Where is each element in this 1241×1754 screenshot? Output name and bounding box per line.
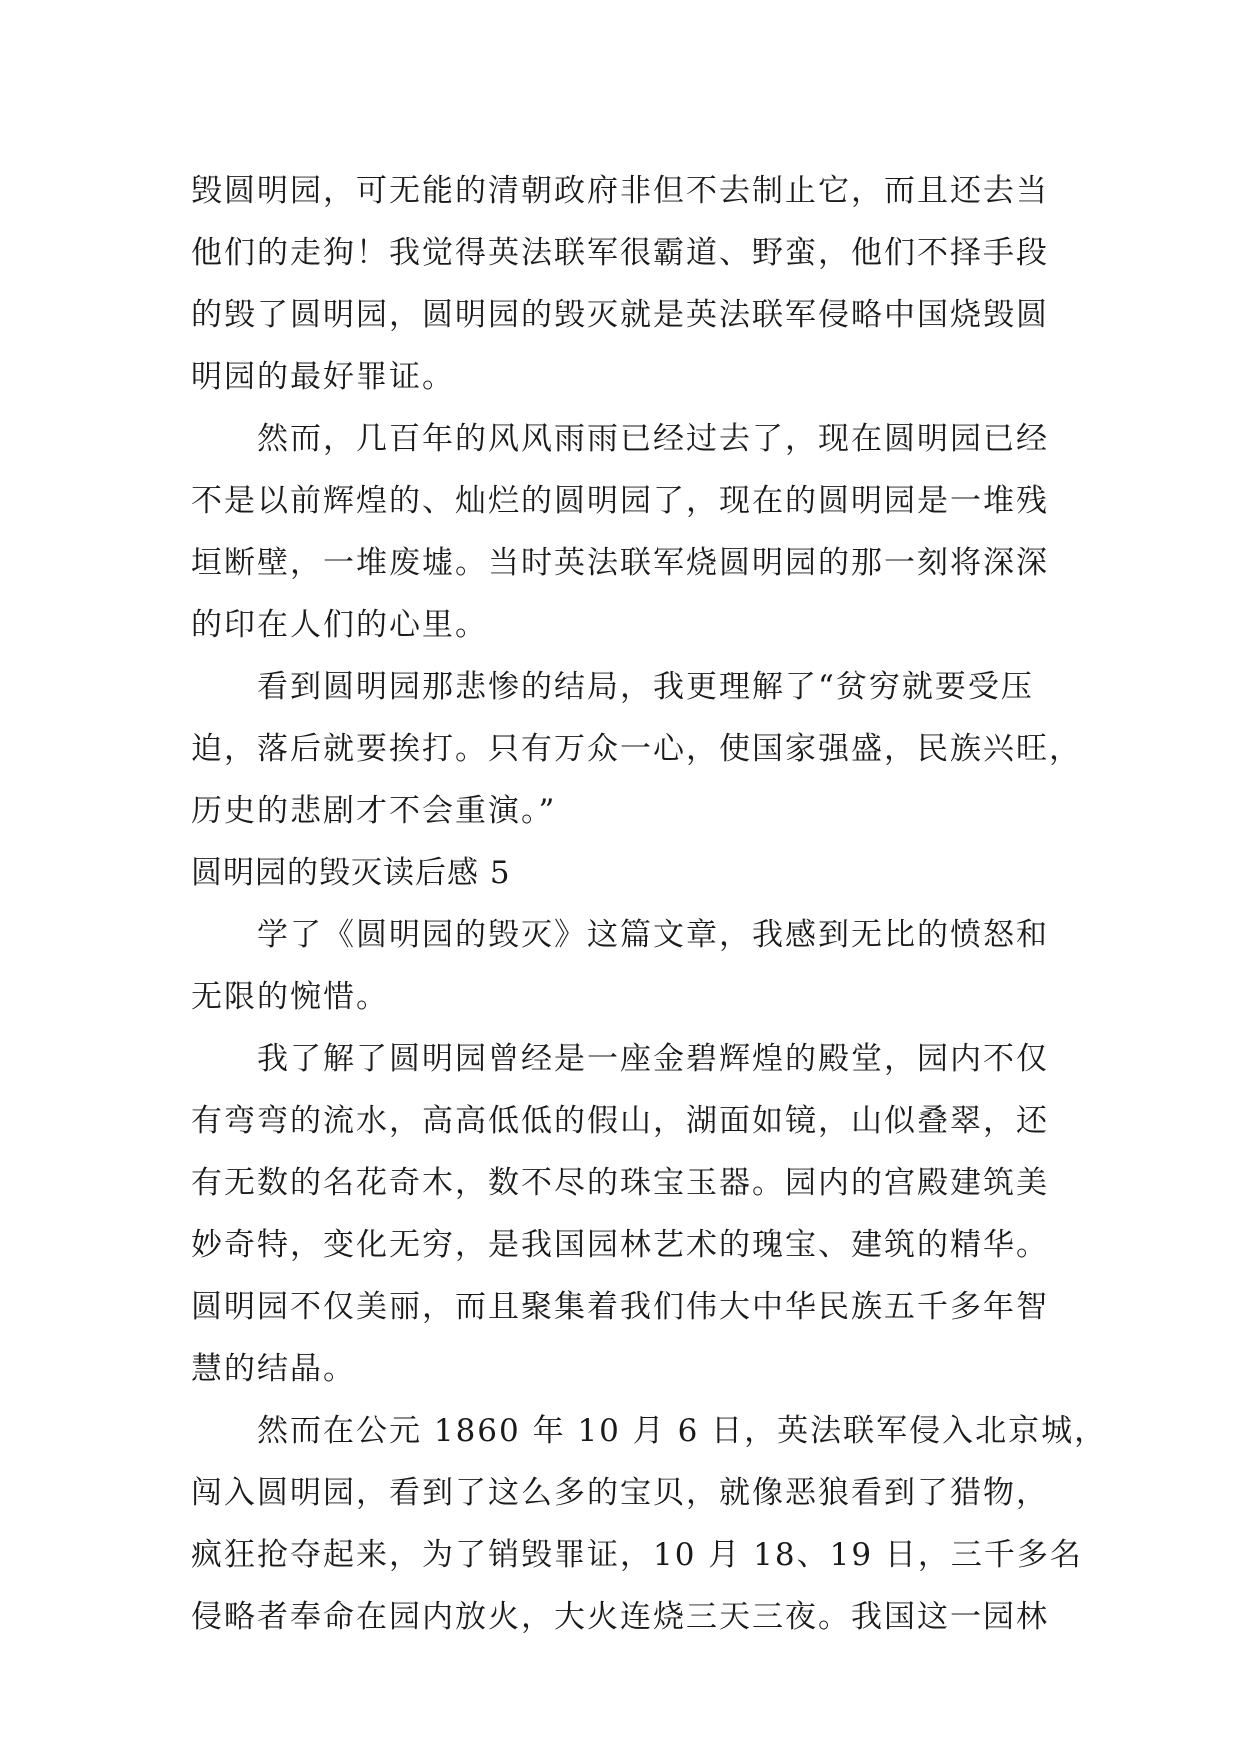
text-line: 妙奇特，变化无穷，是我国园林艺术的瑰宝、建筑的精华。 [191, 1227, 1049, 1263]
text-line: 圆明园不仅美丽，而且聚集着我们伟大中华民族五千多年智 [191, 1289, 1049, 1325]
text-line: 不是以前辉煌的、灿烂的圆明园了，现在的圆明园是一堆残 [191, 483, 1049, 519]
text-line: 的毁了圆明园，圆明园的毁灭就是英法联军侵略中国烧毁圆 [191, 297, 1049, 333]
text-line: 毁圆明园，可无能的清朝政府非但不去制止它，而且还去当 [191, 173, 1049, 209]
text-line: 的印在人们的心里。 [191, 607, 488, 643]
text-line: 有弯弯的流水，高高低低的假山，湖面如镜，山似叠翠，还 [191, 1103, 1049, 1139]
text-line: 疯狂抢夺起来，为了销毁罪证，10 月 18、19 日，三千多名 [191, 1537, 1083, 1573]
paragraph-first-line: 然而在公元 1860 年 10 月 6 日，英法联军侵入北京城， [257, 1413, 1108, 1449]
text-line: 垣断壁，一堆废墟。当时英法联军烧圆明园的那一刻将深深 [191, 545, 1049, 581]
text-line: 慧的结晶。 [191, 1351, 356, 1387]
paragraph-first-line: 看到圆明园那悲惨的结局，我更理解了“贫穷就要受压 [257, 669, 1034, 705]
text-line: 侵略者奉命在园内放火，大火连烧三天三夜。我国这一园林 [191, 1599, 1049, 1635]
paragraph-first-line: 然而，几百年的风风雨雨已经过去了，现在圆明园已经 [257, 421, 1049, 457]
text-line: 闯入圆明园，看到了这么多的宝贝，就像恶狼看到了猎物， [191, 1475, 1049, 1511]
text-line: 有无数的名花奇木，数不尽的珠宝玉器。园内的宫殿建筑美 [191, 1165, 1049, 1201]
text-line: 历史的悲剧才不会重演。” [191, 793, 557, 829]
paragraph-first-line: 我了解了圆明园曾经是一座金碧辉煌的殿堂，园内不仅 [257, 1041, 1049, 1077]
text-line: 明园的最好罪证。 [191, 359, 455, 395]
body-text [191, 160, 1108, 1648]
text-line: 迫，落后就要挨打。只有万众一心，使国家强盛，民族兴旺， [191, 731, 1082, 767]
text-line: 无限的惋惜。 [191, 979, 389, 1015]
text-line: 他们的走狗！我觉得英法联军很霸道、野蛮，他们不择手段 [191, 235, 1049, 271]
section-heading: 圆明园的毁灭读后感 5 [191, 855, 511, 891]
paragraph-first-line: 学了《圆明园的毁灭》这篇文章，我感到无比的愤怒和 [257, 917, 1049, 953]
